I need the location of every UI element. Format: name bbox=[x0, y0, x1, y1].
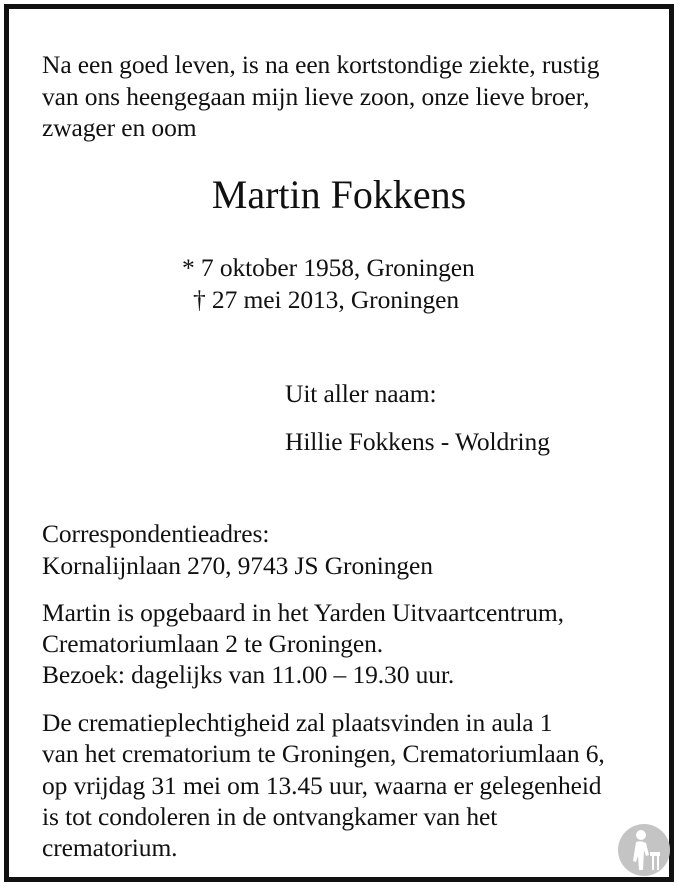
ceremony-line-3: op vrijdag 31 mei om 13.45 uur, waarna er gelegenheid bbox=[42, 771, 602, 800]
viewing-line-2: Crematoriumlaan 2 te Groningen. bbox=[42, 629, 384, 658]
ceremony-line-2: van het crematorium te Groningen, Crematoriumlaan 6, bbox=[42, 739, 605, 768]
ceremony-line-1: De crematieplechtigheid zal plaatsvinden in aula 1 bbox=[42, 708, 553, 737]
correspondence-label: Correspondentieadres: bbox=[42, 519, 270, 548]
death-date: † 27 mei 2013, Groningen bbox=[193, 285, 460, 314]
ceremony-line-4: is tot condoleren in de ontvangkamer van het bbox=[42, 802, 498, 831]
signature-label: Uit aller naam: bbox=[285, 379, 437, 408]
deceased-name: Martin Fokkens bbox=[211, 172, 467, 217]
viewing-line-3: Bezoek: dagelijks van 11.00 – 19.30 uur. bbox=[42, 660, 455, 689]
correspondence-address: Kornalijnlaan 270, 9743 JS Groningen bbox=[42, 551, 433, 580]
mourning-figure-icon bbox=[616, 822, 672, 878]
viewing-line-1: Martin is opgebaard in het Yarden Uitvaartcentrum, bbox=[42, 598, 564, 627]
intro-line-1: Na een goed leven, is na een kortstondige ziekte, rustig bbox=[42, 50, 600, 79]
ceremony-line-5: crematorium. bbox=[42, 833, 178, 862]
intro-line-2: van ons heengegaan mijn lieve zoon, onze lieve broer, bbox=[42, 82, 590, 111]
intro-line-3: zwager en oom bbox=[42, 113, 197, 142]
signature-name: Hillie Fokkens - Woldring bbox=[285, 427, 550, 456]
obituary-frame bbox=[4, 4, 674, 882]
birth-date: * 7 oktober 1958, Groningen bbox=[182, 253, 475, 282]
